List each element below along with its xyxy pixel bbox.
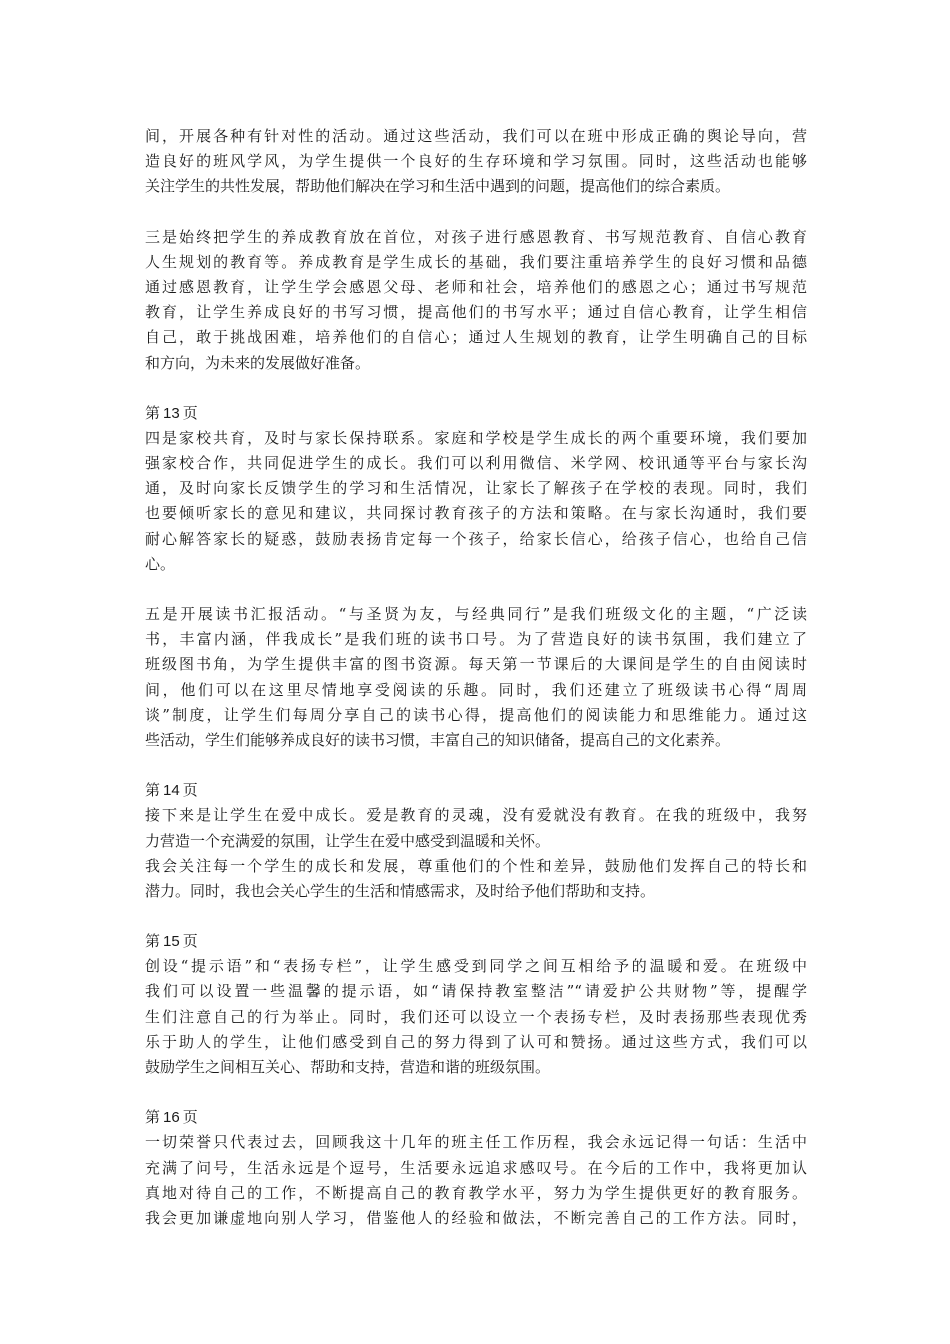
- text-line: 间，他们可以在这里尽情地享受阅读的乐趣。同时，我们还建立了班级读书心得“周周: [145, 680, 807, 699]
- paragraph: [145, 225, 807, 376]
- text-line: 些活动，学生们能够养成良好的读书习惯，丰富自己的知识储备，提高自己的文化素养。: [145, 730, 731, 749]
- page-section: [145, 929, 807, 1080]
- text-line: 通过感恩教育，让学生学会感恩父母、老师和社会，培养他们的感恩之心；通过书写规范: [145, 277, 807, 296]
- text-line: 真地对待自己的工作，不断提高自己的教育教学水平，努力为学生提供更好的教育服务。: [145, 1183, 807, 1202]
- page-number-label: [145, 1105, 807, 1130]
- page-number-label: [145, 401, 807, 426]
- page-section: [145, 1105, 807, 1231]
- text-line: 我们可以设置一些温馨的提示语，如“请保持教室整洁”“请爱护公共财物”等，提醒学: [145, 982, 807, 1001]
- page-number-prefix: 第: [145, 1108, 161, 1127]
- page-number-suffix: 页: [182, 403, 198, 422]
- page-number-suffix: 页: [182, 1108, 198, 1127]
- text-line: 谈”制度，让学生们每周分享自己的读书心得，提高他们的阅读能力和思维能力。通过这: [145, 705, 807, 724]
- page-number-prefix: 第: [145, 932, 161, 951]
- text-line: 和方向，为未来的发展做好准备。: [145, 353, 371, 372]
- text-line: 三是始终把学生的养成教育放在首位，对孩子进行感恩教育、书写规范教育、自信心教育: [145, 227, 807, 246]
- text-line: 强家校合作，共同促进学生的成长。我们可以利用微信、米学网、校讯通等平台与家长沟: [145, 454, 807, 473]
- page-number-num: 13: [163, 404, 180, 422]
- page-number-prefix: 第: [145, 403, 161, 422]
- text-line: 也要倾听家长的意见和建议，共同探讨教育孩子的方法和策略。在与家长沟通时，我们要: [145, 504, 807, 523]
- text-line: 一切荣誉只代表过去，回顾我这十几年的班主任工作历程，我会永远记得一句话：生活中: [145, 1133, 807, 1152]
- text-line: 接下来是让学生在爱中成长。爱是教育的灵魂，没有爱就没有教育。在我的班级中，我努: [145, 806, 807, 825]
- page-section: [145, 401, 807, 577]
- text-line: 心。: [145, 554, 176, 573]
- document-page: [145, 124, 807, 1256]
- page-number-num: 16: [163, 1109, 180, 1127]
- text-line: 间，开展各种有针对性的活动。通过这些活动，我们可以在班中形成正确的舆论导向，营: [145, 127, 807, 145]
- text-line: 乐于助人的学生，让他们感受到自己的努力得到了认可和赞扬。通过这些方式，我们可以: [145, 1032, 807, 1051]
- text-line: 生们注意自己的行为举止。同时，我们还可以设立一个表扬专栏，及时表扬那些表现优秀: [145, 1007, 807, 1026]
- paragraph: [145, 124, 807, 200]
- text-line: 关注学生的共性发展，帮助他们解决在学习和生活中遇到的问题，提高他们的综合素质。: [145, 177, 731, 196]
- page-number-label: [145, 778, 807, 803]
- page-section: [145, 778, 807, 904]
- page-number-label: [145, 929, 807, 954]
- text-line: 潜力。同时，我也会关心学生的生活和情感需求，及时给予他们帮助和支持。: [145, 881, 656, 900]
- page-number-prefix: 第: [145, 781, 161, 800]
- text-line: 通，及时向家长反馈学生的学习和生活情况，让家长了解孩子在学校的表现。同时，我们: [145, 479, 807, 498]
- text-line: 鼓励学生之间相互关心、帮助和支持，营造和谐的班级氛围。: [145, 1058, 551, 1076]
- text-line: 力营造一个充满爱的氛围，让学生在爱中感受到温暖和关怀。: [145, 831, 551, 850]
- page-number-suffix: 页: [182, 781, 198, 800]
- text-line: 班级图书角，为学生提供丰富的图书资源。每天第一节课后的大课间是学生的自由阅读时: [145, 655, 807, 674]
- text-line: 自己，敢于挑战困难，培养他们的自信心；通过人生规划的教育，让学生明确自己的目标: [145, 328, 807, 347]
- text-line: 书，丰富内涵，伴我成长”是我们班的读书口号。为了营造良好的读书氛围，我们建立了: [145, 630, 807, 649]
- text-line: 充满了问号，生活永远是个逗号，生活要永远追求感叹号。在今后的工作中，我将更加认: [145, 1158, 807, 1177]
- text-line: 创设“提示语”和“表扬专栏”，让学生感受到同学之间互相给予的温暖和爱。在班级中: [145, 957, 807, 976]
- text-line: 我会关注每一个学生的成长和发展，尊重他们的个性和差异，鼓励他们发挥自己的特长和: [145, 856, 807, 875]
- text-line: 教育，让学生养成良好的书写习惯，提高他们的书写水平；通过自信心教育，让学生相信: [145, 303, 807, 322]
- paragraph: [145, 602, 807, 753]
- text-line: 耐心解答家长的疑惑，鼓励表扬肯定每一个孩子，给家长信心，给孩子信心，也给自己信: [145, 529, 807, 548]
- page-number-suffix: 页: [182, 932, 198, 951]
- text-line: 造良好的班风学风，为学生提供一个良好的生存环境和学习氛围。同时，这些活动也能够: [145, 152, 807, 171]
- text-line: 五是开展读书汇报活动。“与圣贤为友，与经典同行”是我们班级文化的主题，“广泛读: [145, 605, 807, 623]
- page-number-num: 14: [163, 782, 180, 800]
- text-line: 我会更加谦虚地向别人学习，借鉴他人的经验和做法，不断完善自己的工作方法。同时，: [145, 1208, 807, 1227]
- text-line: 四是家校共育，及时与家长保持联系。家庭和学校是学生成长的两个重要环境，我们要加: [145, 428, 807, 447]
- text-line: 人生规划的教育等。养成教育是学生成长的基础，我们要注重培养学生的良好习惯和品德: [145, 252, 807, 271]
- page-number-num: 15: [163, 933, 180, 951]
